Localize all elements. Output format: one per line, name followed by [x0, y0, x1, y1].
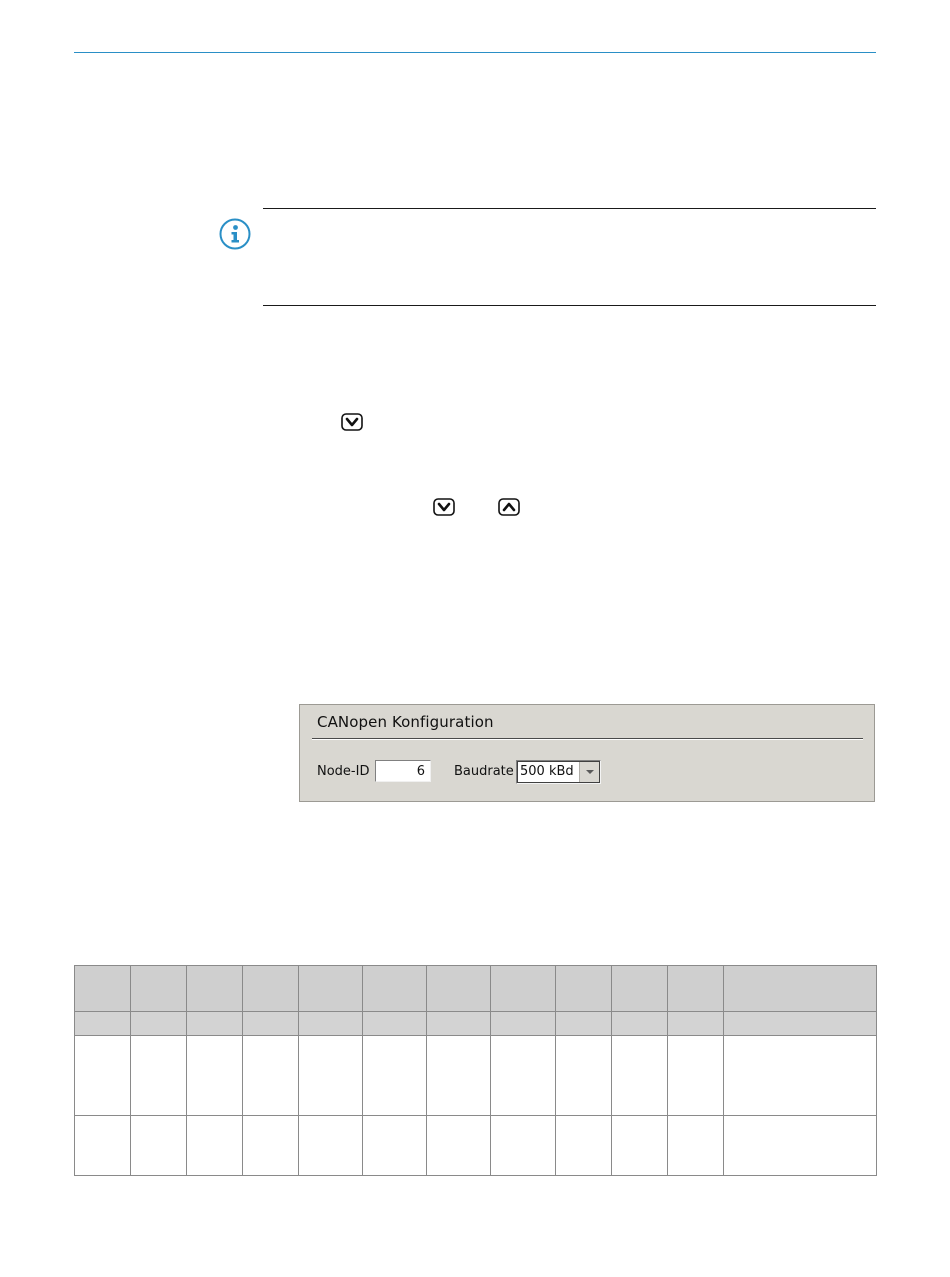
table-header-cell — [75, 1012, 131, 1036]
table-header-cell — [724, 1012, 877, 1036]
table-header-row — [75, 966, 877, 1012]
table-cell — [243, 1116, 299, 1176]
table-cell — [131, 1036, 187, 1116]
table-header-cell — [491, 1012, 556, 1036]
table-cell — [668, 1036, 724, 1116]
table-header-cell — [187, 1012, 243, 1036]
table-header-cell — [427, 1012, 491, 1036]
table-cell — [612, 1036, 668, 1116]
table-cell — [427, 1036, 491, 1116]
data-table — [74, 965, 877, 1176]
chevron-up-key-icon — [498, 498, 520, 516]
table-header-cell — [243, 1012, 299, 1036]
table-cell — [491, 1116, 556, 1176]
table-cell — [724, 1036, 877, 1116]
table-header-cell — [243, 966, 299, 1012]
table-header-cell — [363, 966, 427, 1012]
header-rule — [74, 52, 876, 53]
table-header-cell — [299, 1012, 363, 1036]
table-cell — [556, 1116, 612, 1176]
node-id-label: Node-ID — [317, 764, 370, 779]
table-cell — [363, 1116, 427, 1176]
table-header-cell — [491, 966, 556, 1012]
table-header-cell — [75, 966, 131, 1012]
info-icon — [219, 218, 251, 250]
table-header-cell — [187, 966, 243, 1012]
table-header-cell — [556, 1012, 612, 1036]
table-row — [75, 1116, 877, 1176]
chevron-down-key-icon — [433, 498, 455, 516]
table-header-cell — [724, 966, 877, 1012]
panel-title-rule — [312, 738, 863, 739]
note-top-rule — [263, 208, 876, 209]
table-cell — [668, 1116, 724, 1176]
table-cell — [363, 1036, 427, 1116]
table-cell — [131, 1116, 187, 1176]
table-header-cell — [668, 966, 724, 1012]
table-cell — [491, 1036, 556, 1116]
baudrate-select[interactable] — [516, 760, 601, 784]
table-header-cell — [363, 1012, 427, 1036]
panel-title: CANopen Konfiguration — [317, 713, 494, 731]
table-cell — [243, 1036, 299, 1116]
chevron-down-icon[interactable] — [579, 762, 599, 782]
table-cell — [75, 1036, 131, 1116]
canopen-config-panel — [299, 704, 875, 802]
table-cell — [299, 1036, 363, 1116]
baudrate-value: 500 kBd — [520, 764, 574, 779]
table-header-cell — [668, 1012, 724, 1036]
table-cell — [75, 1116, 131, 1176]
table-cell — [187, 1036, 243, 1116]
table-cell — [556, 1036, 612, 1116]
baudrate-label: Baudrate — [454, 764, 514, 779]
table-cell — [724, 1116, 877, 1176]
table-header-cell — [427, 966, 491, 1012]
table-header-cell — [556, 966, 612, 1012]
table-header-cell — [612, 966, 668, 1012]
table-cell — [187, 1116, 243, 1176]
table-header-cell — [131, 966, 187, 1012]
chevron-down-key-icon — [341, 413, 363, 431]
table-cell — [612, 1116, 668, 1176]
node-id-input[interactable]: 6 — [375, 760, 431, 782]
table-header-cell — [131, 1012, 187, 1036]
note-bottom-rule — [263, 305, 876, 306]
table-cell — [427, 1116, 491, 1176]
table-header-cell — [612, 1012, 668, 1036]
table-header-cell — [299, 966, 363, 1012]
table-cell — [299, 1116, 363, 1176]
table-subheader-row — [75, 1012, 877, 1036]
table-row — [75, 1036, 877, 1116]
